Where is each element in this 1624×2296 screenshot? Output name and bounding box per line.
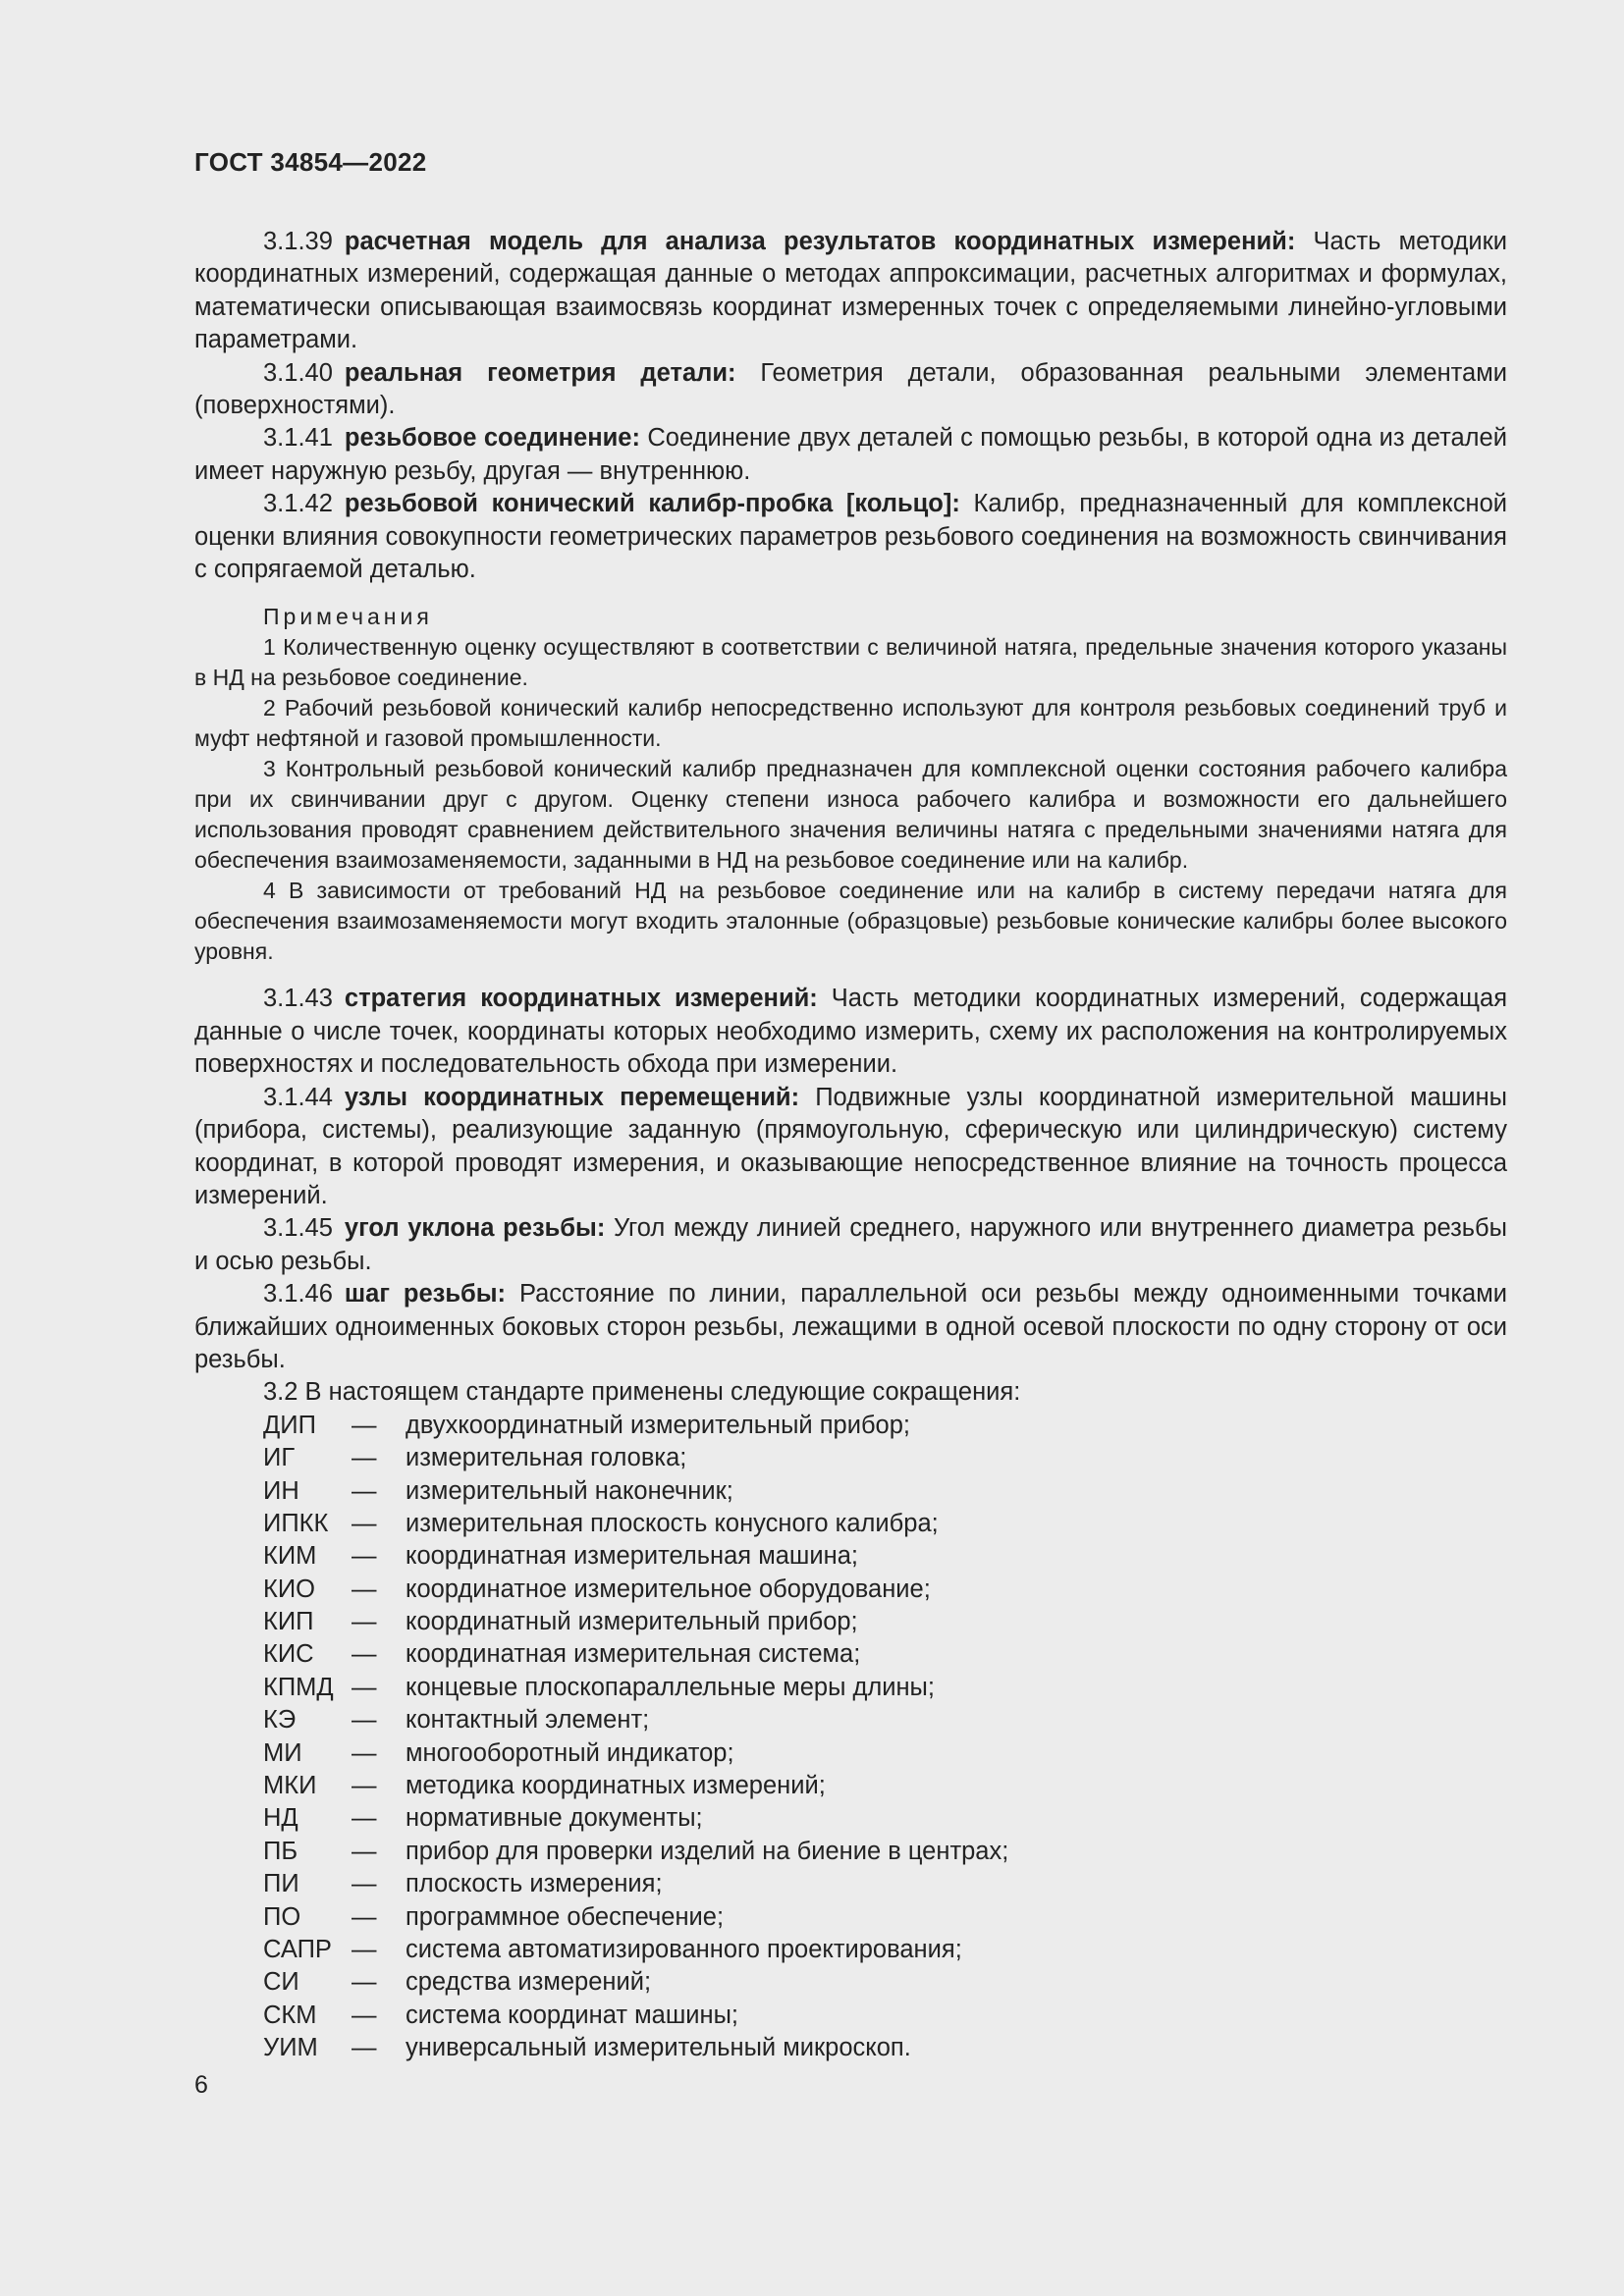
abbreviation-term: ПИ xyxy=(263,1870,299,1898)
abbreviation-description: концевые плоскопараллельные меры длины; xyxy=(406,1673,935,1701)
abbreviation-term: НД xyxy=(263,1804,298,1833)
abbreviation-dash: — xyxy=(352,1902,377,1931)
abbreviation-row xyxy=(263,1606,1507,1638)
abbreviation-row xyxy=(263,1704,1507,1736)
abbreviation-term: ДИП xyxy=(263,1411,316,1439)
note-item: 3 Контрольный резьбовой конический калибр предназначен для комплексной оценки состояния рабочего калибра при их свинчивании друг с другом. Оценку степени износа рабочего калибра и возможности его дальнейшего использования проводят сравнением действительного значения величины натяга с предельными значениями натяга для обеспечения взаимозаменяемости, заданными в НД на резьбовое соединение или на калибр. xyxy=(194,756,1507,874)
abbreviation-description: средства измерений; xyxy=(406,1968,652,1997)
abbreviation-dash: — xyxy=(352,1738,377,1767)
abbreviation-description: многооборотный индикатор; xyxy=(406,1738,734,1767)
term-paragraph: 3.1.42 резьбовой конический калибр-пробка [кольцо]: Калибр, предназначенный для комплексной оценки влияния совокупности геометрических параметров резьбового соединения на возможность свинчивания с сопрягаемой деталью. xyxy=(194,490,1507,584)
page-content xyxy=(194,226,1507,2065)
abbreviation-dash: — xyxy=(352,1575,377,1603)
abbreviation-description: программное обеспечение; xyxy=(406,1902,725,1931)
abbreviation-term: КИМ xyxy=(263,1542,317,1571)
abbreviation-term: КИС xyxy=(263,1640,314,1669)
abbreviation-row xyxy=(263,1475,1507,1508)
abbreviation-row xyxy=(263,1410,1507,1442)
abbreviation-dash: — xyxy=(352,1968,377,1997)
abbreviation-dash: — xyxy=(352,1444,377,1472)
abbreviation-dash: — xyxy=(352,1476,377,1505)
abbreviation-description: координатная измерительная система; xyxy=(406,1640,861,1669)
abbreviation-row xyxy=(263,1868,1507,1900)
abbreviation-row xyxy=(263,1934,1507,1966)
abbreviation-row xyxy=(263,1836,1507,1868)
abbreviation-term: СКМ xyxy=(263,2001,317,2029)
abbreviation-row xyxy=(263,1770,1507,1802)
abbreviation-dash: — xyxy=(352,1870,377,1898)
notes-block xyxy=(194,602,1507,967)
abbreviation-description: координатное измерительное оборудование; xyxy=(406,1575,931,1603)
abbreviation-term: МИ xyxy=(263,1738,302,1767)
abbreviation-term: СИ xyxy=(263,1968,299,1997)
term-paragraph: 3.1.39 расчетная модель для анализа результатов координатных измерений: Часть методики координатных измерений, содержащая данные о методах аппроксимации, расчетных алгоритмах и формулах, математически описывающая взаимосвязь координат измеренных точек с определяемыми линейно-угловыми параметрами. xyxy=(194,228,1508,354)
abbreviation-term: ИН xyxy=(263,1476,299,1505)
abbreviation-row xyxy=(263,2000,1507,2032)
abbreviation-row xyxy=(263,1672,1507,1704)
abbreviation-row xyxy=(263,1540,1507,1573)
abbreviation-row xyxy=(263,1442,1507,1474)
abbreviation-row xyxy=(263,1574,1507,1606)
abbreviation-description: измерительный наконечник; xyxy=(406,1476,733,1505)
abbreviation-description: прибор для проверки изделий на биение в центрах; xyxy=(406,1837,1009,1865)
abbreviation-description: универсальный измерительный микроскоп. xyxy=(406,2034,911,2062)
page-number: 6 xyxy=(194,2071,208,2099)
term-paragraph: 3.1.45 угол уклона резьбы: Угол между линией среднего, наружного или внутреннего диаметра резьбы и осью резьбы. xyxy=(194,1214,1507,1275)
abbreviations-intro: 3.2 В настоящем стандарте применены следующие сокращения: xyxy=(263,1378,1021,1407)
abbreviation-term: ПО xyxy=(263,1902,301,1931)
term-paragraph: 3.1.41 резьбовое соединение: Соединение двух деталей с помощью резьбы, в которой одна из деталей имеет наружную резьбу, другая — внутреннюю. xyxy=(194,424,1507,485)
abbreviation-dash: — xyxy=(352,2001,377,2029)
abbreviation-dash: — xyxy=(352,1542,377,1571)
term-paragraph: 3.1.43 стратегия координатных измерений: Часть методики координатных измерений, содержащая данные о числе точек, координаты которых необходимо измерить, схему их расположения на контролируемых поверхностях и последовательность обхода при измерении. xyxy=(194,985,1507,1079)
abbreviation-row xyxy=(263,1966,1507,1999)
abbreviation-dash: — xyxy=(352,1804,377,1833)
abbreviation-term: КИО xyxy=(263,1575,316,1603)
abbreviation-row xyxy=(263,1508,1507,1540)
abbreviation-row xyxy=(263,1737,1507,1770)
abbreviation-description: координатная измерительная машина; xyxy=(406,1542,858,1571)
abbreviation-term: КИП xyxy=(263,1608,314,1636)
abbreviation-dash: — xyxy=(352,1640,377,1669)
abbreviation-dash: — xyxy=(352,1673,377,1701)
abbreviation-description: двухкоординатный измерительный прибор; xyxy=(406,1411,911,1439)
abbreviation-term: МКИ xyxy=(263,1772,317,1800)
abbreviation-row xyxy=(263,1638,1507,1671)
term-paragraph: 3.1.44 узлы координатных перемещений: Подвижные узлы координатной измерительной машины (прибора, системы), реализующие заданную (прямоугольную, сферическую или цилиндрическую) систему координат, в которой проводят измерения, и оказывающие непосредственное влияние на точность процесса измерений. xyxy=(194,1083,1507,1209)
abbreviation-term: КПМД xyxy=(263,1673,334,1701)
abbreviation-description: измерительная головка; xyxy=(406,1444,687,1472)
abbreviation-description: система координат машины; xyxy=(406,2001,739,2029)
term-paragraph: 3.1.40 реальная геометрия детали: Геометрия детали, образованная реальными элементами (поверхностями). xyxy=(194,358,1507,420)
abbreviation-term: ПБ xyxy=(263,1837,298,1865)
abbreviation-description: измерительная плоскость конусного калибра; xyxy=(406,1509,939,1537)
abbreviation-term: УИМ xyxy=(263,2034,318,2062)
abbreviation-description: координатный измерительный прибор; xyxy=(406,1608,858,1636)
note-item: 4 В зависимости от требований НД на резьбовое соединение или на калибр в систему передачи натяга для обеспечения взаимозаменяемости могут входить эталонные (образцовые) резьбовые конические калибры более высокого уровня. xyxy=(194,878,1507,965)
abbreviation-description: контактный элемент; xyxy=(406,1706,650,1735)
abbreviation-dash: — xyxy=(352,2034,377,2062)
note-item: 2 Рабочий резьбовой конический калибр непосредственно используют для контроля резьбовых соединений труб и муфт нефтяной и газовой промышленности. xyxy=(194,695,1507,752)
abbreviation-dash: — xyxy=(352,1509,377,1537)
abbreviation-dash: — xyxy=(352,1837,377,1865)
notes-caption: Примечания xyxy=(263,604,433,630)
abbreviation-row xyxy=(263,1901,1507,1934)
abbreviation-description: нормативные документы; xyxy=(406,1804,703,1833)
abbreviation-dash: — xyxy=(352,1608,377,1636)
abbreviation-term: ИГ xyxy=(263,1444,296,1472)
abbreviations-list xyxy=(263,1410,1507,2065)
abbreviation-term: ИПКК xyxy=(263,1509,329,1537)
abbreviation-row xyxy=(263,1802,1507,1835)
abbreviation-term: САПР xyxy=(263,1936,332,1963)
abbreviation-dash: — xyxy=(352,1411,377,1439)
abbreviation-description: плоскость измерения; xyxy=(406,1870,663,1898)
abbreviation-dash: — xyxy=(352,1936,377,1963)
abbreviation-term: КЭ xyxy=(263,1706,297,1735)
terms-section-a xyxy=(194,226,1507,586)
abbreviation-description: система автоматизированного проектирования; xyxy=(406,1936,962,1963)
note-item: 1 Количественную оценку осуществляют в соответствии с величиной натяга, предельные значения которого указаны в НД на резьбовое соединение. xyxy=(194,634,1507,691)
abbreviation-description: методика координатных измерений; xyxy=(406,1772,826,1800)
document-header: ГОСТ 34854—2022 xyxy=(194,147,427,177)
abbreviation-dash: — xyxy=(352,1772,377,1800)
term-paragraph: 3.1.46 шаг резьбы: Расстояние по линии, параллельной оси резьбы между одноименными точками ближайших одноименных боковых сторон резьбы, лежащими в одной осевой плоскости по одну сторону от оси резьбы. xyxy=(194,1280,1507,1373)
abbreviation-dash: — xyxy=(352,1706,377,1735)
abbreviation-row xyxy=(263,2032,1507,2064)
terms-section-b xyxy=(194,983,1507,1376)
